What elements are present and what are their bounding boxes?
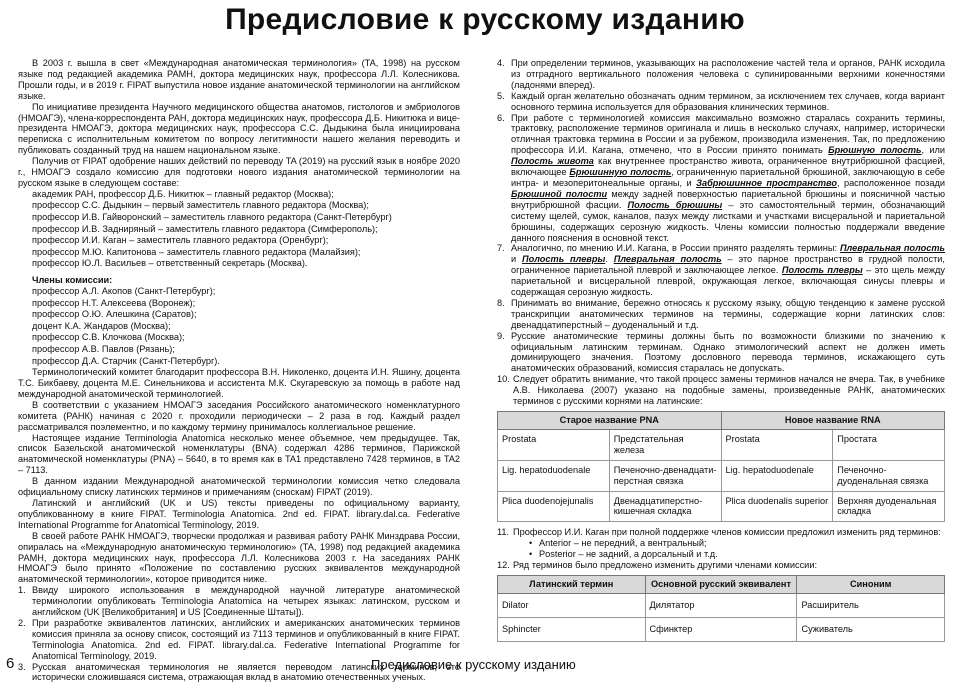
bullet-icon: • <box>529 538 533 549</box>
table-cell: Суживатель <box>797 617 945 641</box>
list-item: профессор С.С. Дыдыкин – первый заместитель главного редактора (Москва); <box>32 200 369 211</box>
page-title: Предисловие к русскому изданию <box>225 3 745 36</box>
pna-rna-table <box>497 411 945 522</box>
bullet-icon: • <box>529 549 533 560</box>
term: Полость плевры <box>521 254 606 265</box>
term: Полость брюшины <box>627 199 723 210</box>
table-row <box>498 617 945 641</box>
paragraph: В данном издании Международной анатомической терминологии комиссия четко следовала официальному списку латинских терминов и примечаниям (сноскам) FIPAT (2019). <box>18 476 460 498</box>
list-item: 8. Принимать во внимание, бережно относясь к русскому языку, общую тенденцию к замене русской транскрипции анатомических терминов на термины, содержащие корни латинских слов: двенадцатиперстный – дуоденальный и т.д. <box>497 297 945 330</box>
left-column <box>18 58 460 683</box>
paragraph: Получив от FIPAT одобрение наших действий по переводу TA (2019) на русский язык в ноябре 2020 г., НМОАГЭ создало комиссию для подготовки нового издания анатомической терминологии на русском языке в следующем составе: <box>18 156 460 188</box>
table-cell: Lig. hepatoduodenale <box>498 460 610 491</box>
term: Брюшиной полости <box>511 188 608 199</box>
term: Плевральная полость <box>613 254 722 265</box>
table-cell: Печеночно-двенадцати-перстная связка <box>609 460 721 491</box>
column-header: Основной русский эквивалент <box>645 575 797 593</box>
table-cell: Верхняя дуоденальная складка <box>833 491 945 522</box>
list-item: 7. Аналогично, по мнению И.И. Кагана, в России принято разделять термины: Плевральная полость и Полость плевры. Плевральная полость – это парное пространство в грудной полости, ограниченное париетальной плеврой и заключающее легкое. Полость плевры – это щель между париетальной и висцеральной плеврой, окружающая легкое, включающая синусы плевры и содержащая серозную жидкость. <box>497 243 945 298</box>
running-title: Предисловие к русскому изданию <box>371 657 576 672</box>
list-item: 11. Профессор И.И. Каган при полной поддержке членов комиссии предложил изменить ряд терминов: <box>497 527 941 538</box>
term: Брюшную полость <box>828 145 922 156</box>
table-cell: Простата <box>833 429 945 460</box>
table-cell: Sphincter <box>498 617 646 641</box>
paragraph: В соответствии с указанием НМОАГЭ заседания Российского анатомического номенклатурного комитета (РАНК) начиная с 2020 г. проходили периодически – 2 раза в год. Каждый раздел рассматривался поэлементно, и по каждому термину принималось коллегиальное решение. <box>18 399 460 432</box>
list-item: 2. При разработке эквивалентов латинских, английских и американских анатомических терминов комиссия приняла за основу список, состоящий из 7113 терминов и опубликованный в книге FIPAT. Terminologia Anatomica. 2nd ed. FIPAT. library.dal.ca. Federative International Programme for Anatomical Terminology, 2019. <box>18 617 460 661</box>
list-item: профессор С.В. Клочкова (Москва); <box>32 332 185 343</box>
list-item: 9. Русские анатомические термины должны быть по возможности близкими по значению к официальным латинским терминам. Однако этимологический аспект не должен иметь доминирующего значения. Поэтому дословного перевода терминов, искажающего суть анатомических образований, комиссия старалась не допускать. <box>497 330 945 374</box>
table-cell: Plica duodenojejunalis <box>498 491 610 522</box>
column-header: Новое название RNA <box>721 412 945 430</box>
column-header: Латинский термин <box>498 575 646 593</box>
table-cell: Сфинктер <box>645 617 797 641</box>
term: Забрюшинное пространство <box>696 177 837 188</box>
list-item: профессор И.В. Гайворонский – заместитель главного редактора (Санкт-Петербург) <box>32 212 392 223</box>
paragraph: В своей работе РАНК НМОАГЭ, творчески продолжая и развивая работу РАНК Минздрава России, опиралась на «Международную анатомическую терминологию» (TA, 1998) под редакцией академика РАМН, доктора медицинских наук, профессора Л.Л. Колесникова 2003 г. На заседаниях РАНК НМОАГЭ было принято «Положение по составлению русских эквивалентов международной анатомической терминологии», которое приводится ниже. <box>18 530 460 585</box>
list-item: • Posterior – не задний, а дорсальный и т.д. <box>529 549 718 560</box>
list-item: • Anterior – не передний, а вентральный; <box>529 538 707 549</box>
column-header: Синоним <box>797 575 945 593</box>
table-cell: Предстательная железа <box>609 429 721 460</box>
paragraph: Настоящее издание Terminologia Anatomica несколько менее объемное, чем предыдущее. Так, список Базельской анатомической номенклатуры (BNA) содержал 4286 терминов, Парижской анатомической номенклатуры (PNA) – 5640, в то время как в TA1 представлено 7428 терминов, в TA2 – 7113. <box>18 432 460 476</box>
list-item: 5. Каждый орган желательно обозначать одним термином, за исключением тех случаев, когда вариант основного термина используется для образования клинических терминов. <box>497 90 945 112</box>
term: Брюшинную полость <box>569 167 672 178</box>
bullet-list <box>527 538 945 560</box>
list-item: профессор А.Л. Акопов (Санкт-Петербург); <box>32 285 216 296</box>
term: Плевральная полость <box>839 243 945 254</box>
list-item: 10. Следует обратить внимание, что такой процесс замены терминов начался не вчера. Так, в учебнике А.В. Николаева (2007) указано на подобные замены, произведенные РАНК, анатомических терминов с русскими корнями на латинские: <box>497 374 945 407</box>
paragraph: Терминологический комитет благодарит профессора В.Н. Николенко, доцента И.Н. Яшину, доцента Т.С. Бикбаеву, доцента М.Е. Синельникова и ассистента М.К. Скугаревскую за помощь в работе над международной анатомической терминологией. <box>18 367 460 399</box>
list-item: профессор И.И. Каган – заместитель главного редактора (Оренбург); <box>32 235 329 246</box>
list-item: профессор Д.А. Старчик (Санкт-Петербург). <box>32 355 220 366</box>
term: Полость плевры <box>781 265 863 276</box>
rules-list-end-2 <box>497 560 945 571</box>
list-item: профессор Н.Т. Алексеева (Воронеж); <box>32 297 196 308</box>
table-row <box>498 429 945 460</box>
table-row <box>498 491 945 522</box>
term: Полость живота <box>511 156 594 167</box>
rules-list-continued <box>497 58 945 407</box>
list-item: 4. При определении терминов, указывающих на расположение частей тела и органов, РАНК исходила из отградного вертикального положения человека с супинированными верхними конечностями (ладонями вперед). <box>497 58 945 90</box>
list-item: 12. Ряд терминов было предложено изменить другими членами комиссии: <box>497 560 818 571</box>
table-cell: Lig. hepatoduodenale <box>721 460 833 491</box>
list-item: академик РАН, профессор Д.Б. Никитюк – главный редактор (Москва); <box>32 188 334 199</box>
members-list <box>32 286 460 367</box>
table-row <box>498 460 945 491</box>
paragraph: В 2003 г. вышла в свет «Международная анатомическая терминология» (TA, 1998) на русском языке под редакцией академика РАМН, доктора медицинских наук, профессора Л.Л. Колесникова. Прошли годы, и в 2019 г. FIPAT выпустила новое издание анатомической терминологии на английском языке. <box>18 58 460 101</box>
table-cell: Дилятатор <box>645 593 797 617</box>
list-item: 3. Русская анатомическая терминология не является переводом латинских терминов, это исторически сложившаяся система, отражающая вклад в анатомию отечественных ученых. <box>18 661 460 683</box>
list-item: профессор Ю.Л. Васильев – ответственный секретарь (Москва). <box>32 258 308 269</box>
paragraph: По инициативе президента Научного медицинского общества анатомов, гистологов и эмбриологов (НМОАГЭ), члена-корреспондента РАН, доктора медицинских наук, профессора Д.Б. Никитюка и вице-президента НМОАГЭ, доктора медицинских наук, профессора С.С. Дыдыкина была инициирована переписка с исполнительным комитетом по вопросу легитимности нашего желания переводить и публиковать созданный труд на нашем национальном языке. <box>18 101 460 156</box>
table-cell: Расширитель <box>797 593 945 617</box>
page-number: 6 <box>6 655 15 672</box>
table-cell: Prostata <box>721 429 833 460</box>
table-cell: Двенадцатиперстно-кишечная складка <box>609 491 721 522</box>
right-column <box>497 58 945 642</box>
column-header: Старое название PNA <box>498 412 722 430</box>
table-cell: Печеночно-дуоденальная связка <box>833 460 945 491</box>
members-heading: Члены комиссии: <box>32 275 113 286</box>
table-header-row <box>498 575 945 593</box>
list-item: доцент К.А. Жандаров (Москва); <box>32 320 171 331</box>
list-item: 1. Ввиду широкого использования в международной научной литературе анатомической терминологии опубликовать Terminologia Anatomica на четырех языках: латинском, русском и английском (UK [Великобритания] и US [Соединенные Штаты]). <box>18 585 460 618</box>
table-cell: Dilator <box>498 593 646 617</box>
list-item: профессор О.Ю. Алешкина (Саратов); <box>32 309 197 320</box>
table-cell: Prostata <box>498 429 610 460</box>
paragraph: Латинский и английский (UK и US) тексты приведены по официальному варианту, опубликованному в книге FIPAT. Terminologia Anatomica. 2nd ed. FIPAT. library.dal.ca. Federative International Programme for Anatomical Terminology, 2019. <box>18 497 460 530</box>
list-item: профессор И.В. Задниряный – заместитель главного редактора (Симферополь); <box>32 223 378 234</box>
rules-list-end <box>497 527 945 538</box>
synonym-table <box>497 575 945 642</box>
list-item: 6. При работе с терминологией комиссия максимально возможно старалась сохранить термины, трактовку, расположение терминов оригинала и лишь в несколько случаях, например, исторически отличная трактовка термина в России и за рубежом, производила изменения. Так, по предложению профессора И.И. Кагана, отмечено, что в России принято понимать Брюшную полость, или Полость живота как внутреннее пространство живота, ограниченное внутрибрюшной фасцией, включающее Брюшинную полость, ограниченную париетальной брюшиной, заключающую в себе интра- и мезоперитонеальные органы, и Забрюшинное пространство, расположенное позади Брюшиной полости между задней поверхностью париетальной брюшины и поясничной частью внутрибрюшной фасции. Полость брюшины – это самостоятельный термин, обозначающий систему щелей, сумок, каналов, пазух между листками и участками висцеральной и париетальной брюшины, содержащих серозную жидкость. Члены комиссии полностью поддержали введение данного пояснения в основной текст. <box>497 112 946 243</box>
table-cell: Plica duodenalis superior <box>721 491 833 522</box>
list-item: профессор М.Ю. Капитонова – заместитель главного редактора (Малайзия); <box>32 246 361 257</box>
committee-list <box>32 189 460 270</box>
table-header-row <box>498 412 945 430</box>
table-row <box>498 593 945 617</box>
list-item: профессор А.В. Павлов (Рязань); <box>32 343 175 354</box>
